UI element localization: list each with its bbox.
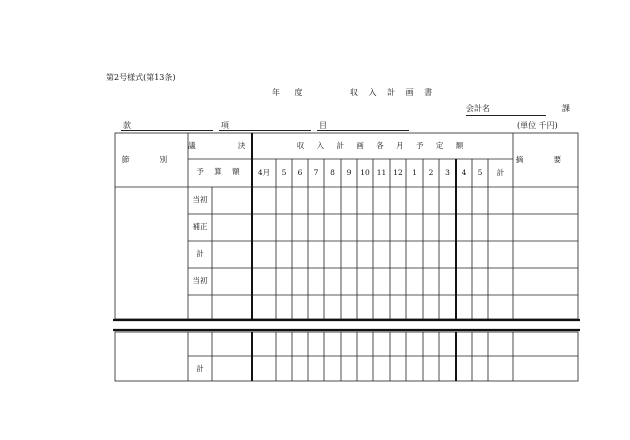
row-label: 計 [196, 364, 204, 373]
month-header: 5 [477, 168, 483, 177]
month-header: 11 [376, 168, 387, 177]
year-label: 年 度 [272, 88, 309, 97]
month-header: 12 [393, 168, 403, 177]
month-header: 7 [313, 168, 319, 177]
month-header: 4 [461, 168, 467, 177]
row-label: 計 [196, 249, 204, 258]
month-header: 1 [412, 168, 417, 177]
giketsu-header: 議 決 [188, 141, 266, 150]
accounting-name-label: 会計名 [466, 104, 490, 113]
moku-label: 目 [319, 121, 327, 130]
row-label: 補正 [192, 222, 208, 231]
month-header: 3 [445, 168, 450, 177]
ka-label: 課 [562, 104, 570, 113]
month-header: 5 [281, 168, 287, 177]
kou-label: 項 [221, 121, 229, 130]
month-header: 4月 [257, 168, 271, 177]
month-header: 8 [330, 168, 335, 177]
month-header: 計 [496, 168, 505, 177]
document-title: 収 入 計 画 書 [350, 88, 437, 97]
month-header: 10 [360, 168, 370, 177]
row-label: 当初 [192, 195, 208, 204]
month-header: 2 [428, 168, 434, 177]
setsubetsu-header: 節 別 [121, 155, 182, 164]
plan-header: 収 入 計 画 各 月 予 定 額 [296, 141, 469, 150]
unit-label: (単位 千円) [517, 121, 558, 130]
month-header: 6 [297, 168, 303, 177]
kan-label: 款 [123, 121, 131, 130]
yosangaku-header: 予 算 額 [196, 167, 244, 176]
remarks-header: 摘 要 [515, 155, 576, 164]
form-number: 第2号様式(第13条) [106, 73, 176, 82]
row-label: 当初 [192, 276, 208, 285]
month-header: 9 [346, 168, 352, 177]
